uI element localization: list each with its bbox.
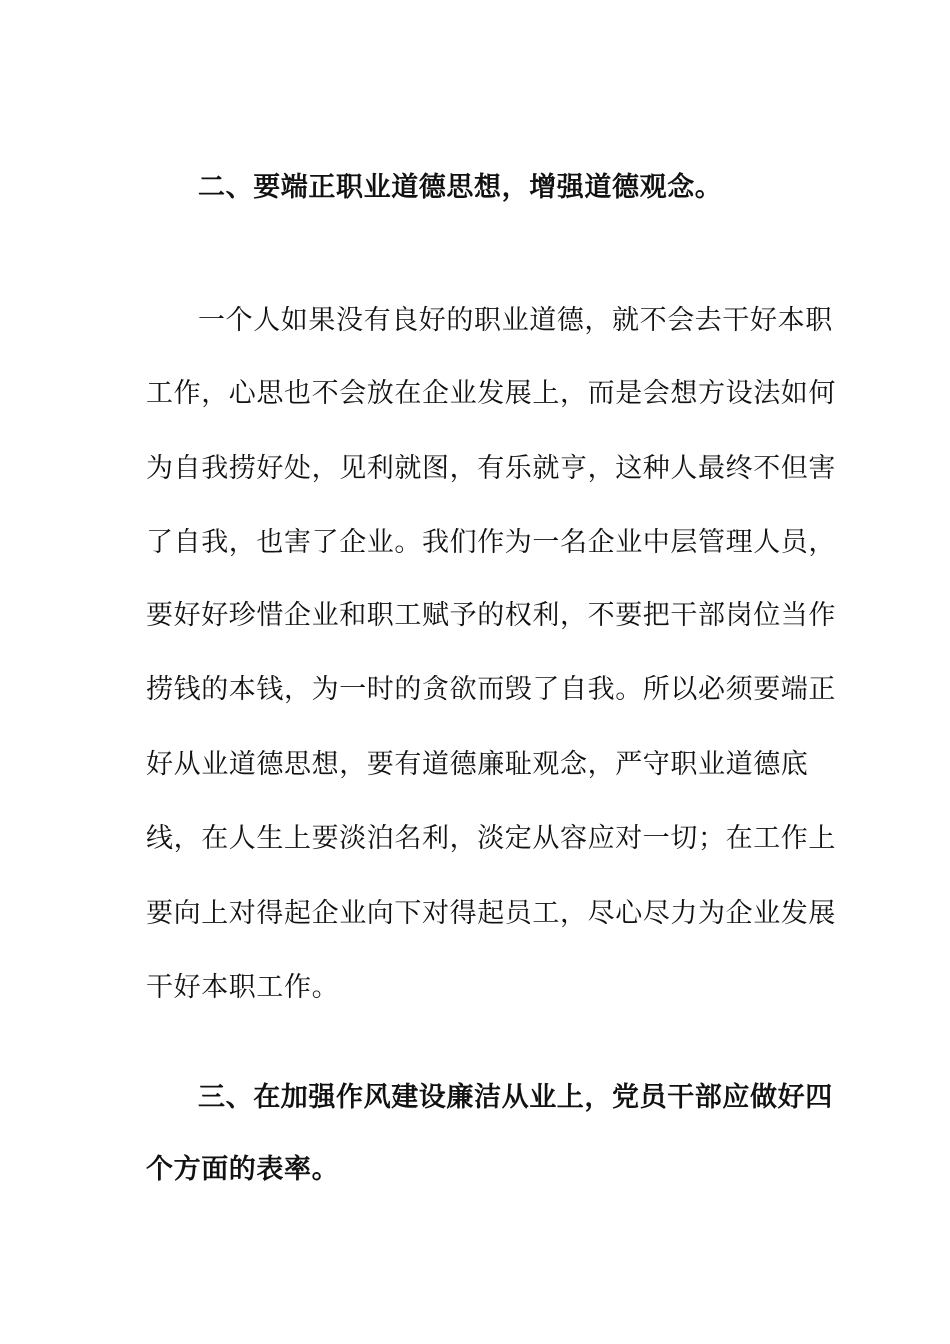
paragraph-line: 干好本职工作。 <box>146 972 340 1003</box>
paragraph-line: 线，在人生上要淡泊名利，淡定从容应对一切；在工作上 <box>146 823 836 854</box>
paragraph-line: 为自我捞好处，见利就图，有乐就亨，这种人最终不但害 <box>146 453 836 484</box>
paragraph-line: 了自我，也害了企业。我们作为一名企业中层管理人员， <box>146 527 836 558</box>
paragraph-line: 工作，心思也不会放在企业发展上，而是会想方设法如何 <box>146 378 836 409</box>
paragraph-line: 捞钱的本钱，为一时的贪欲而毁了自我。所以必须要端正 <box>146 674 836 705</box>
paragraph-line: 一个人如果没有良好的职业道德，就不会去干好本职 <box>198 305 833 336</box>
paragraph-line: 好从业道德思想，要有道德廉耻观念，严守职业道德底 <box>146 749 809 780</box>
paragraph-line: 要好好珍惜企业和职工赋予的权利，不要把干部岗位当作 <box>146 600 836 631</box>
paragraph-line: 要向上对得起企业向下对得起员工，尽心尽力为企业发展 <box>146 898 836 929</box>
section-3-heading-line: 三、在加强作风建设廉洁从业上，党员干部应做好四 <box>198 1082 833 1113</box>
section-2-heading: 二、要端正职业道德思想，增强道德观念。 <box>198 172 723 203</box>
section-3-heading-line: 个方面的表率。 <box>146 1154 340 1185</box>
